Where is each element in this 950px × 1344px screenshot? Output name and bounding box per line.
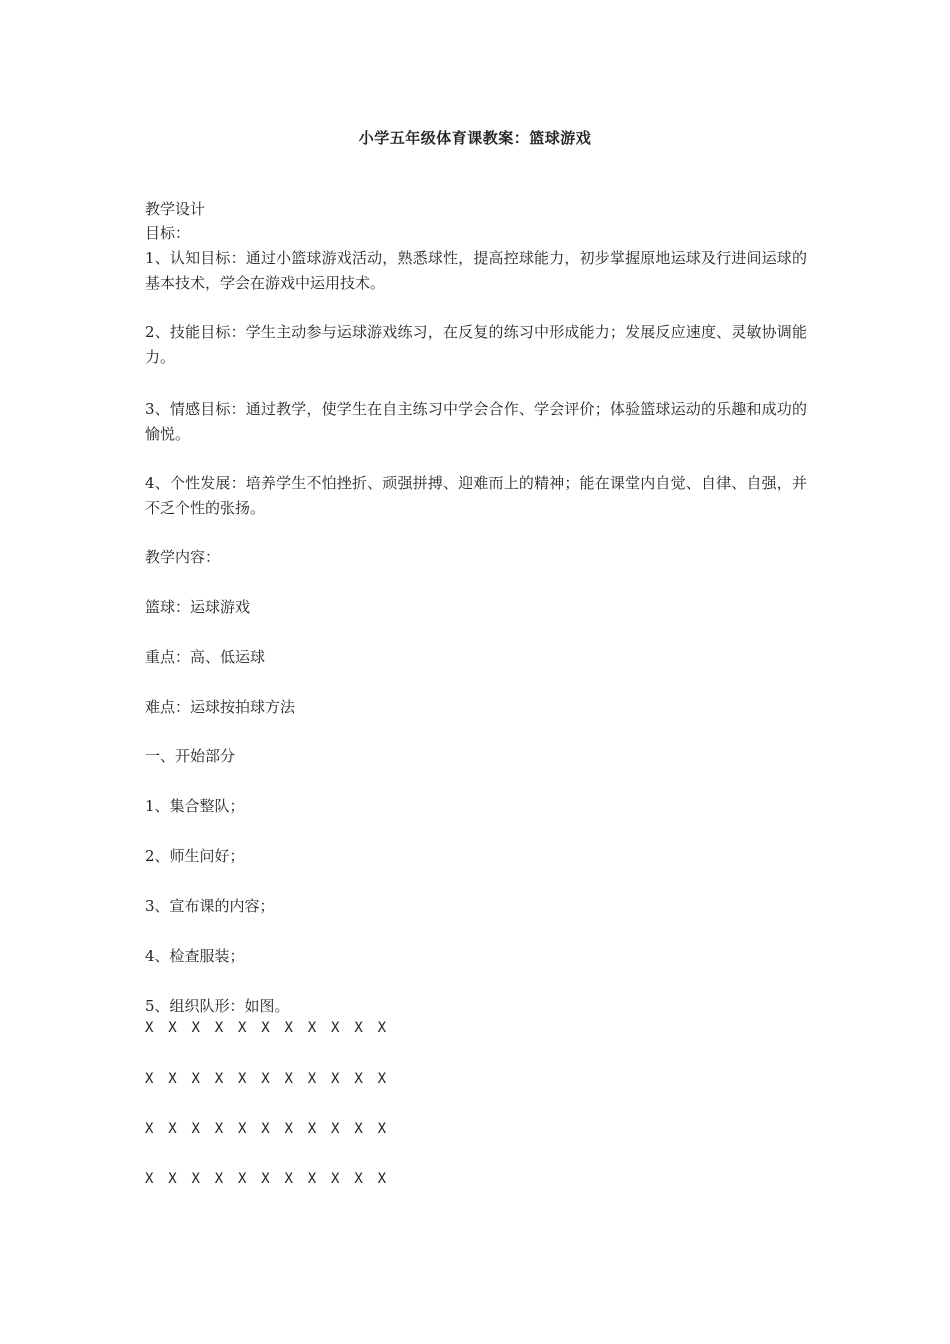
- section-one-heading: 一、开始部分: [145, 747, 236, 765]
- document-title: 小学五年级体育课教案：篮球游戏: [358, 129, 592, 147]
- step-item: 4、检查服装；: [145, 947, 245, 965]
- design-heading: 教学设计: [145, 200, 206, 218]
- formation-row: X X X X X X X X X X X: [145, 1020, 390, 1036]
- difficulty: 难点：运球按拍球方法: [145, 698, 296, 716]
- content-heading: 教学内容：: [145, 548, 221, 566]
- goals-heading: 目标：: [145, 224, 191, 242]
- formation-row: X X X X X X X X X X X: [145, 1071, 390, 1087]
- step-item: 3、宣布课的内容；: [145, 897, 275, 915]
- goal-emotion: 3、情感目标：通过教学，使学生在自主练习中学会合作、学会评价；体验篮球运动的乐趣和成功的愉悦。: [145, 400, 807, 443]
- content-item: 篮球：运球游戏: [145, 598, 251, 616]
- goal-cognitive: 1、认知目标：通过小篮球游戏活动，熟悉球性，提高控球能力，初步掌握原地运球及行进间运球的基本技术，学会在游戏中运用技术。: [145, 249, 807, 292]
- step-item: 1、集合整队；: [145, 797, 245, 815]
- key-point: 重点：高、低运球: [145, 648, 266, 666]
- goal-personality: 4、个性发展：培养学生不怕挫折、顽强拼搏、迎难而上的精神；能在课堂内自觉、自律、自强，并不乏个性的张扬。: [145, 474, 807, 517]
- step-item: 5、组织队形：如图。: [145, 997, 290, 1015]
- step-item: 2、师生问好；: [145, 847, 245, 865]
- goal-skill: 2、技能目标：学生主动参与运球游戏练习，在反复的练习中形成能力；发展反应速度、灵敏协调能力。: [145, 323, 807, 366]
- formation-row: X X X X X X X X X X X: [145, 1121, 390, 1137]
- formation-row: X X X X X X X X X X X: [145, 1171, 390, 1187]
